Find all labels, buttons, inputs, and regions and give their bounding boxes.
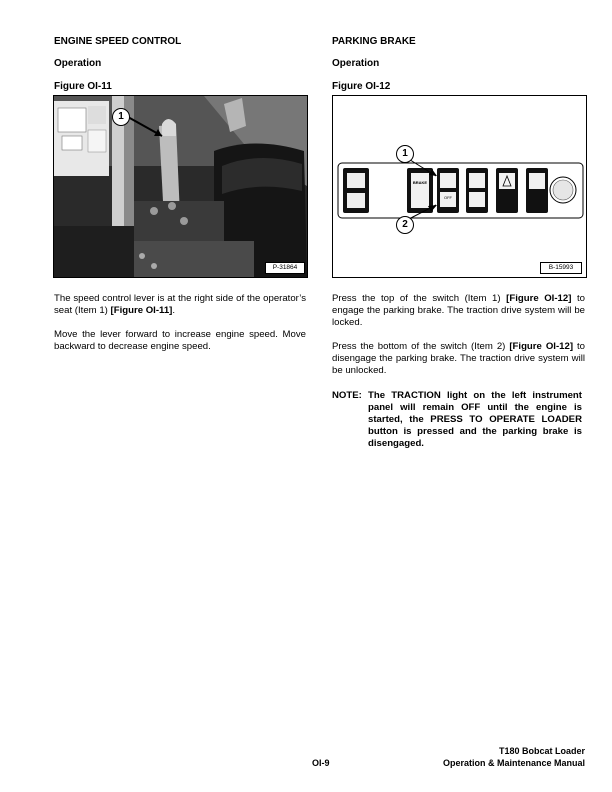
left-paragraph-2: Move the lever forward to increase engine speed. Move backward to decrease engine speed.	[54, 329, 306, 352]
figure-ref-oi-11: [Figure OI-11]	[110, 305, 173, 316]
speed-control-lever-photo	[54, 96, 307, 277]
note-block	[332, 390, 585, 454]
switch-off-label: OFF	[444, 195, 452, 200]
section-title-engine-speed: ENGINE SPEED CONTROL	[54, 36, 182, 47]
right-paragraph-2: Press the bottom of the switch (Item 2) [Figure OI-12] to disengage the parking brake. The traction drive system will be unlocked.	[332, 341, 585, 376]
note-label: NOTE:	[332, 390, 362, 401]
switch-brake-label: BRAKE	[412, 180, 428, 185]
figure-code-b-15993: B-15993	[540, 262, 582, 274]
figure-code-p-31864: P-31864	[265, 262, 305, 274]
subtitle-operation-right: Operation	[332, 58, 380, 69]
left-paragraph-1: The speed control lever is at the right side of the operator’s seat (Item 1) [Figure OI-11].	[54, 293, 306, 316]
switch-panel-diagram	[333, 96, 586, 277]
footer-manual-title: Operation & Maintenance Manual	[442, 758, 585, 768]
figure-ref-oi-12-b: [Figure OI-12]	[509, 341, 574, 352]
subtitle-operation-left: Operation	[54, 58, 102, 69]
figure-ref-oi-12-a: [Figure OI-12]	[506, 293, 572, 304]
figure-label-oi-11: Figure OI-11	[54, 81, 112, 92]
figure-oi-12-diagram	[332, 95, 587, 278]
section-title-parking-brake: PARKING BRAKE	[332, 36, 416, 47]
figure-label-oi-12: Figure OI-12	[332, 81, 391, 92]
page-number: OI-9	[312, 758, 330, 768]
callout-2-right: 2	[396, 216, 414, 234]
right-paragraph-1: Press the top of the switch (Item 1) [Figure OI-12] to engage the parking brake. The traction drive system will be locked.	[332, 293, 585, 328]
callout-1-right: 1	[396, 145, 414, 163]
footer-model: T180 Bobcat Loader	[498, 746, 585, 756]
figure-oi-11-photo	[53, 95, 308, 278]
note-text: The TRACTION light on the left instrument panel will remain OFF until the engine is started, the PRESS TO OPERATE LOADER button is pressed and the parking brake is disengaged.	[368, 390, 582, 449]
callout-1-left: 1	[112, 108, 130, 126]
